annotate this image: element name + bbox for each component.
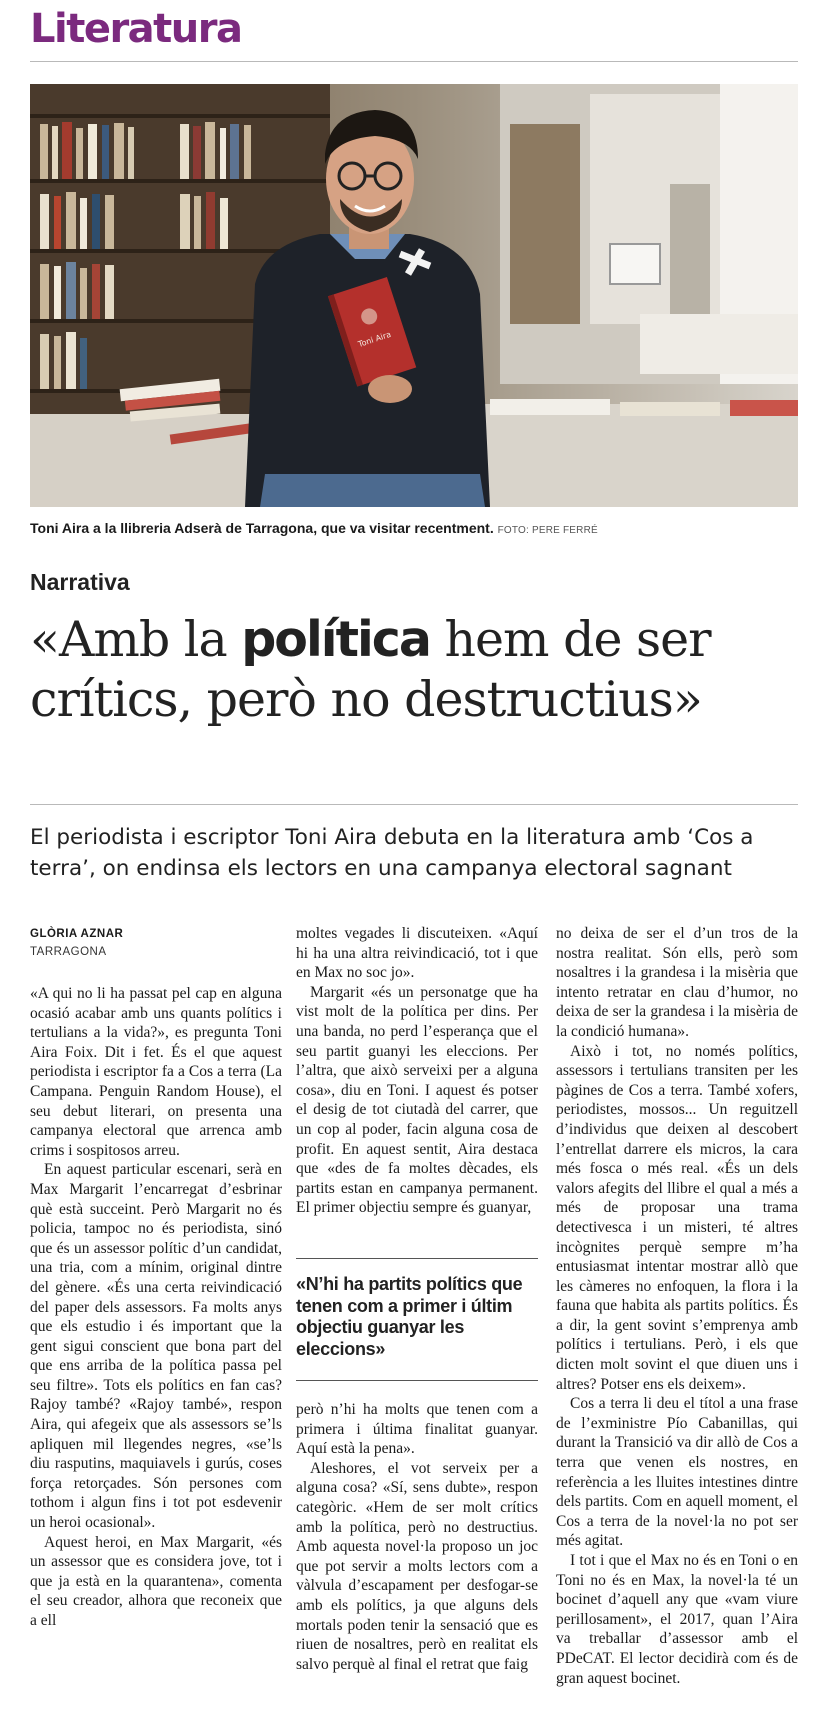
- dateline-place: TARRAGONA: [30, 946, 107, 958]
- article-standfirst: El periodista i escriptor Toni Aira debuta en la literatura amb ‘Cos a terra’, on endinsa els lectors en una campanya electoral sagnant: [30, 825, 754, 881]
- book-table: [480, 399, 798, 507]
- paragraph: Aquest heroi, en Max Margarit, «és un assessor que es considera jove, tot i que ja està en la quarantena», comenta el seu creador, alhora que reconeix que a ell: [30, 1533, 282, 1629]
- paragraph: «A qui no li ha passat pel cap en alguna ocasió acabar amb uns quants polítics i tertulians a la vida?», es pregunta Toni Aira Foix. Dit i fet. És el que aquest periodista i escriptor fa a Cos a terra (La Campana. Penguin Random House), el seu debut literari, on presenta una campanya electoral que arrenca amb crims i sospitosos arreu.: [30, 985, 282, 1159]
- paragraph: no deixa de ser el d’un tros de la nostra realitat. Són ells, però som nosaltres i la grandesa i la misèria que intento retratar en clau d’humor, no deixa de ser la grandesa i la misèria de la condició humana».: [556, 925, 798, 1040]
- headline-pre: «Amb la: [30, 611, 242, 668]
- headline-divider: [30, 804, 798, 805]
- byline: GLÒRIA AZNAR: [30, 928, 124, 940]
- paragraph: En aquest particular escenari, serà en Max Margarit l’encarregat d’esbrinar què està succeint. Però Margarit no és policia, tampoc no és periodista, sinó que és un assessor polític d’un candidat, una tria, com a mínim, original dintre del gènere. «És una certa reivindicació del paper dels assessors. Fa molts anys que els estudio i és important que la gent sigui conscient que bona part del que ens arriba de la política passa pel seu filtre». Tots els polítics en fan cas? Rajoy també? «Rajoy també», respon Aira, qui afegeix que als assessors se’ls apliquen mil llegendes negres, «se’ls diu rasputins, maquiavels i gurús, coses força retorçades. Són persones com tothom i algun fins i tot pot esdevenir un heroi ocasional».: [30, 1161, 282, 1532]
- paragraph: Margarit «és un personatge que ha vist molt de la política per dins. Per una banda, no perd l’esperança que el seu partit guanyi les eleccions. Per l’altra, que això serveixi per a alguna cosa», diu en Toni. I aquest és potser el desig de tot ciutadà del carrer, que un cop al poder, facin alguna cosa de profit. En aquest sentit, Aira destaca que «des de fa moltes dècades, els partits estan en campanya permanent. El primer objectiu sempre és guanyar,: [296, 983, 538, 1217]
- paragraph: Aleshores, el vot serveix per a alguna cosa? «Sí, sens dubte», respon categòric. «Hem de ser molt crítics amb la política, però no destructius. Amb aquesta novel·la proposo un joc que pot servir a molts lectors com a vàlvula d’escapament per desfogar-se amb els polítics, ja que alguns dels mortals poden tenir la sensació que es riuen de nosaltres, però en realitat els salvo perquè al final el retrat que faig: [296, 1459, 538, 1673]
- paragraph: però n’hi ha molts que tenen com a primera i última finalitat guanyar. Aquí està la pena».: [296, 1401, 538, 1458]
- book-cover-title: Toni Aira: [356, 329, 393, 349]
- pull-quote: «N’hi ha partits polítics que tenen com a primer i últim objectiu guanyar les eleccions»: [296, 1274, 523, 1359]
- article-column-2-bottom: [296, 1400, 538, 1674]
- byline-block: [30, 928, 282, 958]
- pullquote-bottom-rule: [296, 1380, 538, 1381]
- article-column-1: [30, 984, 282, 1631]
- paragraph: Cos a terra li deu el títol a una frase de l’exministre Pío Cabanillas, qui durant la Transició va dir allò de Cos a terra que venen els nostres, en referència a les lluites intestines dintre dels partits. Com en aquell moment, el Cos a terra de la novel·la no pot ser més agitat.: [556, 1395, 798, 1550]
- pullquote-top-rule: [296, 1258, 538, 1259]
- article-column-3: [556, 924, 798, 1688]
- headline-post: hem de ser crítics, però no destructius»: [30, 611, 711, 728]
- caption-text: Toni Aira a la llibreria Adserà de Tarragona, que va visitar recentment.: [30, 520, 494, 536]
- right-store-area: [500, 84, 798, 384]
- photo-caption: [30, 520, 598, 536]
- article-kicker: Narrativa: [30, 569, 130, 595]
- article-headline: [30, 610, 810, 730]
- paragraph: I tot i que el Max no és en Toni o en Toni no és en Max, la novel·la té un bocinet d’aquell any que «vam viure perillosament», el 2017, quan l’Aira va treballar d’assessor amb el PDeCAT. El lector decidirà com és de gran aquest bocinet.: [556, 1552, 798, 1687]
- photo-credit: FOTO: PERE FERRÉ: [497, 525, 598, 536]
- header-divider: [30, 61, 798, 62]
- bookstore-photo: [30, 84, 798, 507]
- article-photo: [30, 84, 798, 507]
- article-column-2-top: [296, 924, 538, 1218]
- section-title: Literatura: [30, 6, 242, 52]
- paragraph: Això i tot, no només polítics, assessors i tertulians transiten per les pàgines de Cos a terra. També xofers, periodistes, mossos... Un reguitzell d’individus que deixen al descobert l’entrellat darrere els micros, la cara més fosca o més real. «És un dels valors afegits del llibre el qual a més a més de proposar una trama detectivesca i un misteri, té altres incògnites perquè sempre m’ha entusiasmat intentar mostrar allò que les càmeres no enfoquen, la flora i la fauna que habita als partits polítics. És a dir, la gent sovint s’emprenya amb polítics i tertulians. Però, i els que dicten molt sovint el que diuen uns i altres? Potser ens els deixem».: [556, 1042, 798, 1393]
- hand: [368, 375, 412, 403]
- headline-bold: política: [241, 611, 430, 668]
- paragraph: moltes vegades li discuteixen. «Aquí hi ha una altra reivindicació, tot i que en Max no soc jo».: [296, 925, 538, 982]
